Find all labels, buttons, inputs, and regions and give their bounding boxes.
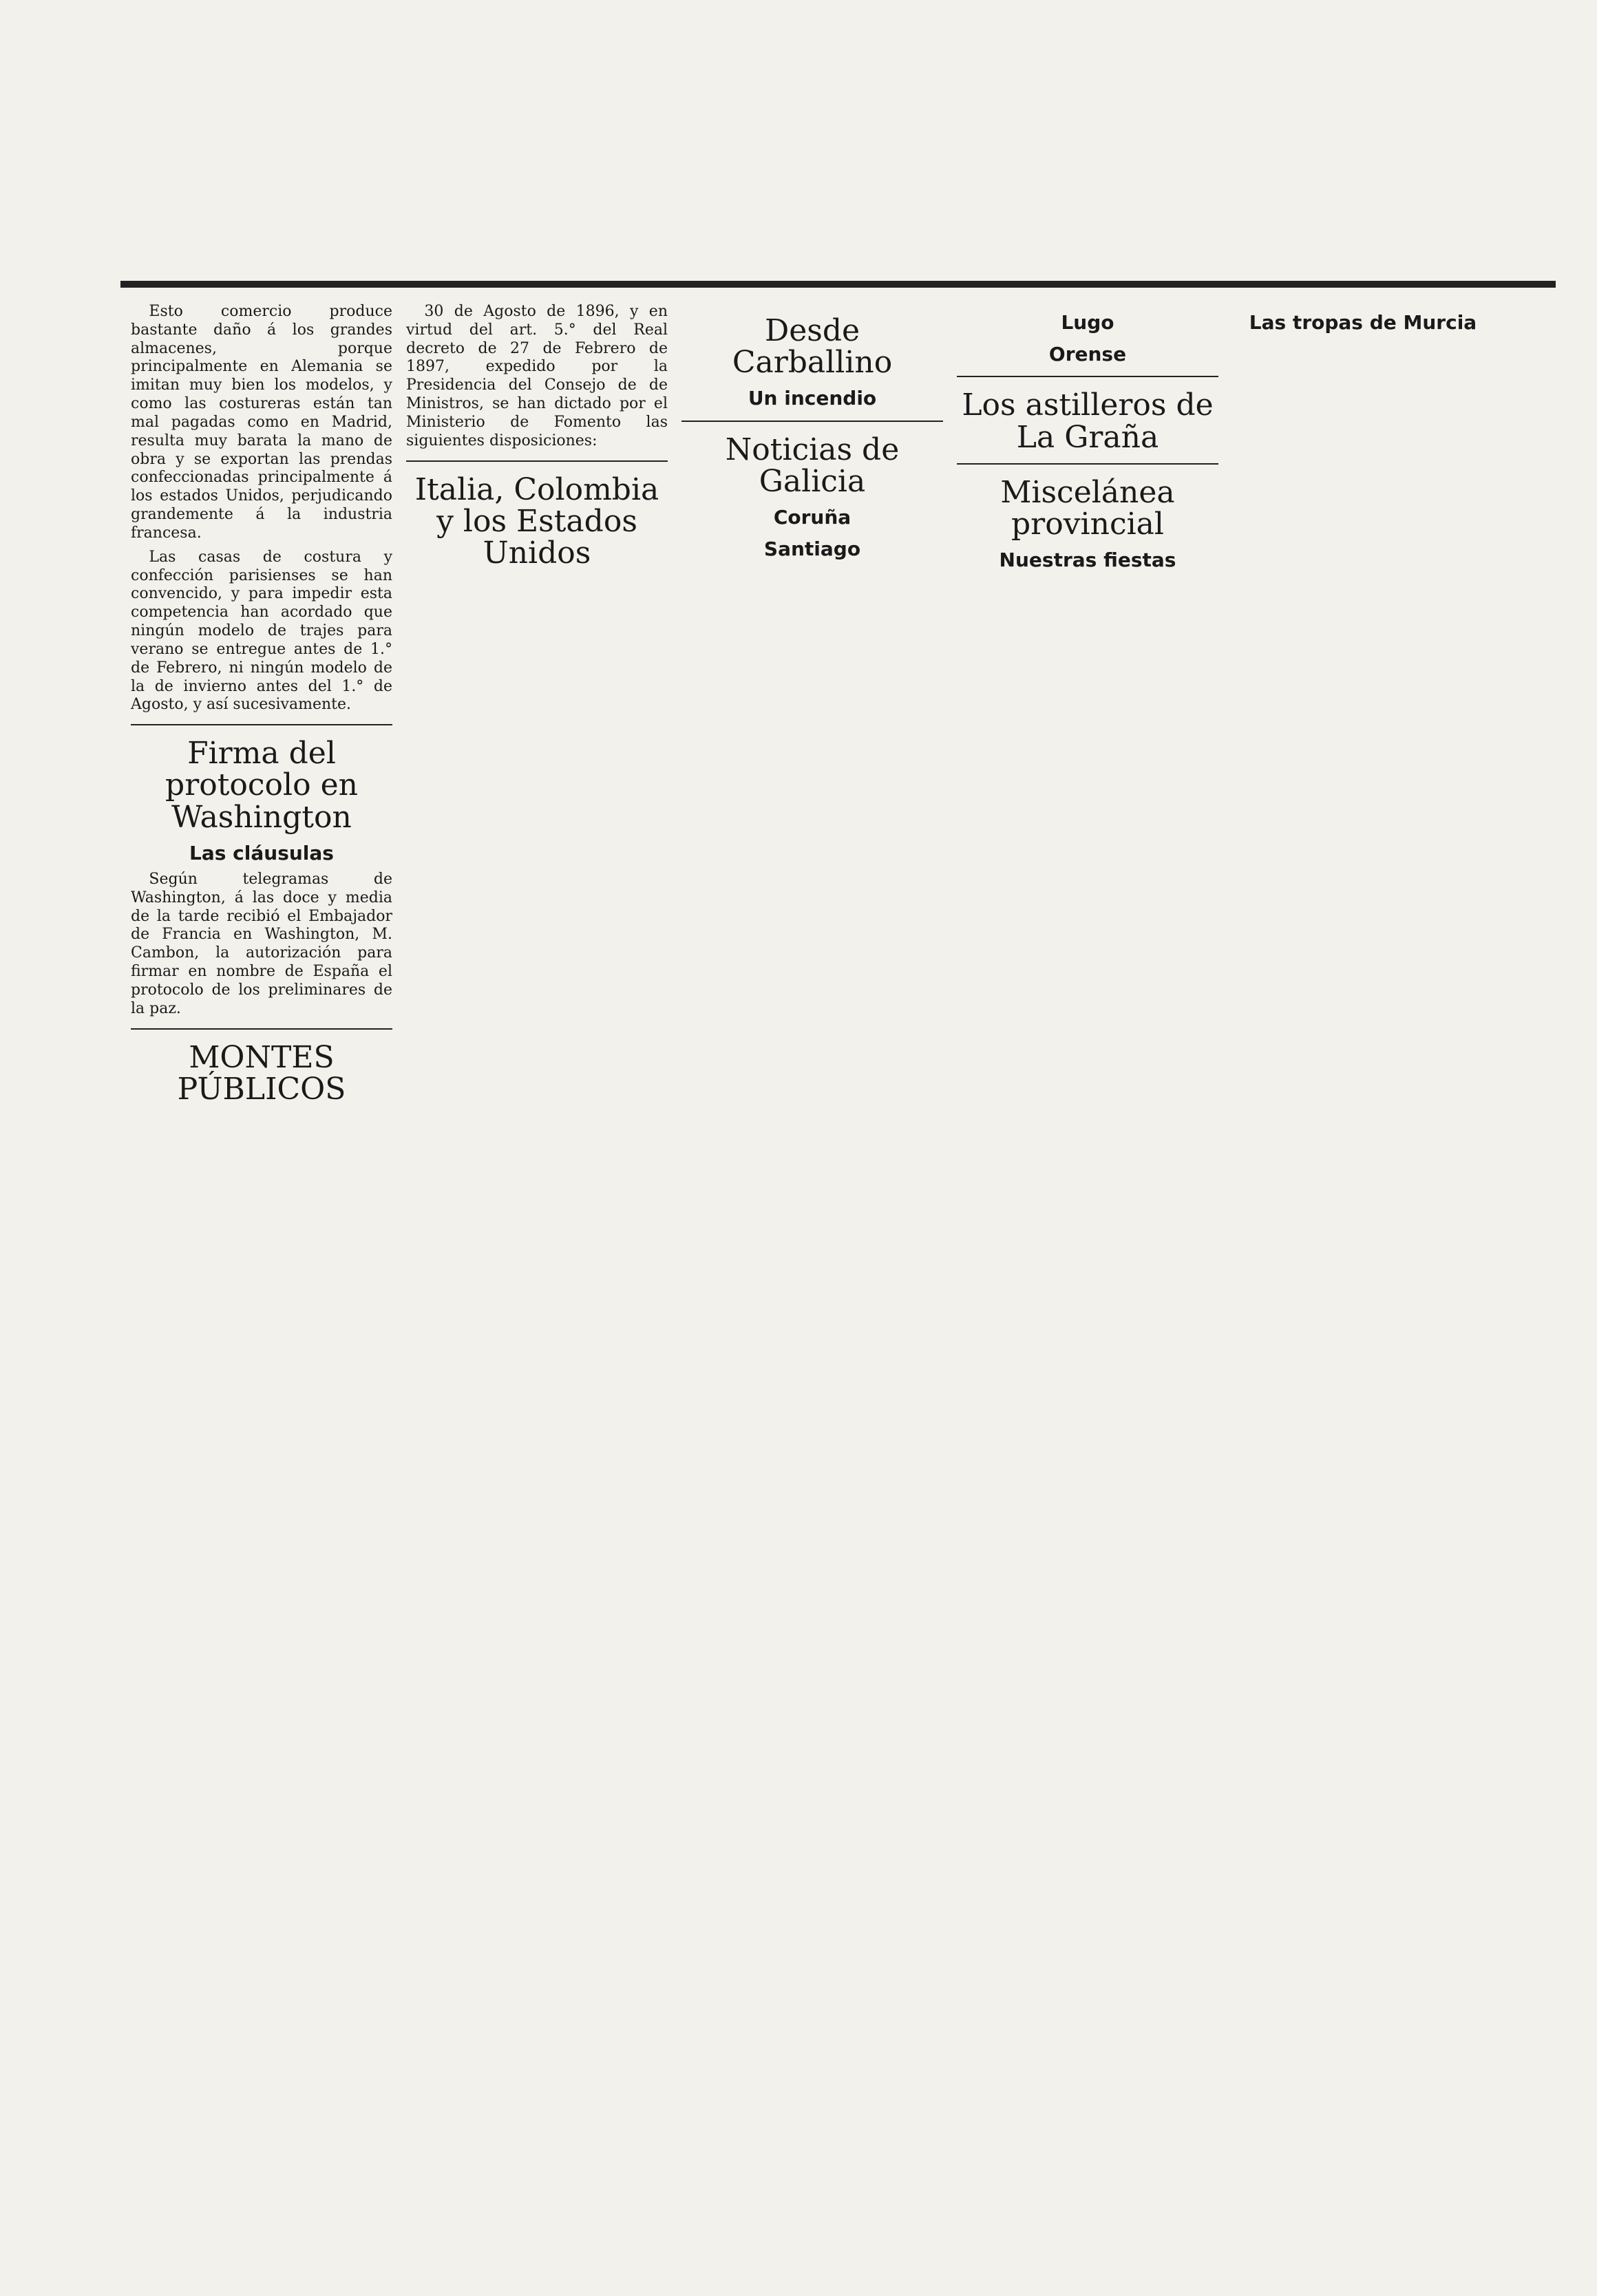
headline: Los astilleros de La Graña	[962, 387, 1214, 455]
divider	[131, 1028, 392, 1030]
paragraph: Esto comercio produce bastante daño á los grandes almacenes, porque principalmente en Alemania se imitan muy bien los modelos, y como las costureras están tan mal pagadas como en Madrid, resulta muy barata la mano de obra y se exportan las prendas confeccionadas principalmente á los estados Unidos, perjudicando grandemente á la industria francesa.	[131, 303, 392, 542]
top-rule	[120, 281, 1556, 288]
paragraph: 30 de Agosto de 1896, y en virtud del art. 5.° del Real decreto de 27 de Febrero de 1897, expedido por la Presidencia del Consejo de de Ministros, se han dictado por el Ministerio de Fomento las siguientes disposiciones:	[406, 303, 668, 449]
headline: Noticias de Galicia	[725, 432, 900, 499]
subheadline: Lugo	[1061, 311, 1114, 334]
subheadline: Las tropas de Murcia	[1249, 311, 1477, 334]
subheadline: Santiago	[763, 538, 861, 561]
column-5	[1232, 303, 1494, 2244]
headline: Italia, Colombia y los Estados Unidos	[414, 471, 659, 571]
divider	[131, 724, 392, 725]
headline: Firma del protocolo en Washington	[165, 736, 358, 835]
column-2	[406, 303, 668, 2244]
headline: Miscelánea provincial	[1000, 474, 1175, 542]
divider	[957, 376, 1218, 377]
paragraph: Según telegramas de Washington, á las doce y media de la tarde recibió el Embajador de Francia en Washington, M. Cambon, la autorización para firmar en nombre de España el protocolo de los preliminares de la paz.	[131, 870, 392, 1017]
column-3	[681, 303, 943, 2244]
headline: Desde Carballino	[732, 313, 893, 381]
paragraph: Las casas de costura y confección parisienses se han convencido, y para impedir esta competencia han acordado que ningún modelo de trajes para verano se entregue antes de 1.° de Febrero, ni ningún modelo de la de invierno antes del 1.° de Agosto, y así sucesivamente.	[131, 548, 392, 714]
column-4	[957, 303, 1218, 2244]
divider	[681, 421, 943, 422]
subheadline: Nuestras fiestas	[999, 549, 1176, 572]
subheadline: Coruña	[773, 505, 852, 529]
divider	[957, 463, 1218, 465]
subheadline: Las cláusulas	[189, 841, 334, 864]
subheadline: Un incendio	[748, 387, 877, 410]
subheadline: Orense	[1048, 343, 1127, 366]
column-1	[131, 303, 392, 2244]
divider	[406, 460, 668, 462]
headline: MONTES PÚBLICOS	[177, 1039, 346, 1107]
